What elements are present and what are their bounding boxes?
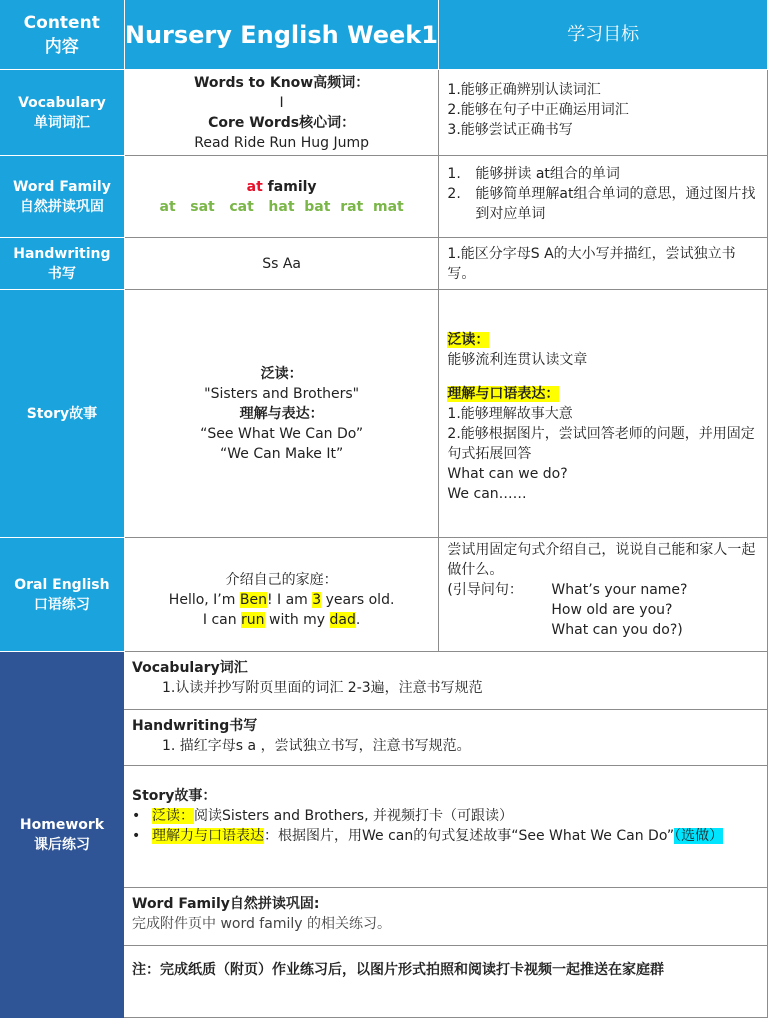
- vocabulary-label-cn: 单词词汇: [33, 114, 90, 131]
- homework-story-b2-highlight: 理解力与口语表达: [152, 828, 264, 844]
- oral-line-2: [125, 610, 439, 630]
- story-goal-extensive-label: 泛读：: [447, 332, 490, 348]
- homework-story-b2-text: ：根据图片，用We can的句式复述故事“See What We Can Do”: [264, 828, 675, 844]
- page-title-text: Nursery English Week1: [124, 20, 438, 49]
- oral-line1-b: ! I am: [266, 591, 313, 608]
- oral-english-label-cn: 口语练习: [33, 596, 90, 613]
- content-header: [0, 0, 125, 70]
- vocabulary-goal-2: 2.能够在句子中正确运用词汇: [447, 102, 629, 118]
- story-extensive-label: 泛读：: [260, 365, 303, 382]
- handwriting-goal: [439, 238, 768, 290]
- word-family-goal-1-text: 能够拼读 at组合的单词: [475, 166, 620, 182]
- oral-english-label: [0, 538, 125, 652]
- oral-guide-line: [447, 580, 759, 600]
- oral-english-row: [0, 538, 768, 652]
- word-family-row: [0, 156, 768, 238]
- word-family-label: [0, 156, 125, 238]
- words-to-know-label: Words to Know高频词：: [193, 74, 370, 91]
- oral-line2-b: with my: [264, 611, 330, 628]
- homework-note-text: 注：完成纸质（附页）作业练习后，以图片形式拍照和阅读打卡视频一起推送在家庭群: [132, 962, 664, 978]
- homework-note: [124, 946, 768, 1018]
- handwriting-label: [0, 238, 125, 290]
- homework-word-family: [124, 888, 768, 946]
- oral-line-1: [125, 590, 439, 610]
- handwriting-goal-text: 1.能区分字母S A的大小写并描红，尝试独立书写。: [447, 246, 736, 282]
- word-family-label-cn: 自然拼读巩固: [19, 198, 104, 215]
- handwriting-content: [125, 238, 440, 290]
- vocabulary-goal-1: 1.能够正确辨别认读词汇: [447, 82, 601, 98]
- core-words-value: Read Ride Run Hug Jump: [194, 134, 369, 151]
- homework-hand-title: Handwriting书写: [132, 718, 258, 734]
- oral-english-content: [125, 538, 440, 652]
- homework-story-title: Story故事：: [132, 788, 217, 804]
- oral-line2-run: run: [241, 611, 265, 628]
- content-header-en: Content: [23, 12, 100, 33]
- word-family-goal-2-num: 2.: [447, 186, 461, 202]
- homework-hand-text: 1. 描红字母s a ，尝试独立书写，注意书写规范。: [162, 738, 471, 754]
- word-family-content: [125, 156, 440, 238]
- homework-story-b2-optional: （选做）: [674, 828, 724, 844]
- bullet-dot: •: [132, 808, 141, 824]
- bullet-dot: •: [132, 828, 141, 844]
- story-goal-comp-4: We can……: [447, 486, 527, 502]
- vocabulary-content: [125, 70, 440, 156]
- oral-line1-3: 3: [312, 591, 322, 608]
- story-goal-comp-label: 理解与口语表达：: [447, 386, 560, 402]
- oral-line2-dad: dad: [329, 611, 356, 628]
- homework-vocab-text: 1.认读并抄写附页里面的词汇 2-3遍，注意书写规范: [162, 680, 483, 696]
- word-family-goal-1-num: 1.: [447, 166, 461, 182]
- story-goal-extensive-text: 能够流利连贯认读文章: [447, 352, 588, 368]
- oral-line1-ben: Ben: [239, 591, 267, 608]
- homework-story-bullet-1: [132, 806, 759, 826]
- handwriting-label-en: Handwriting: [13, 245, 111, 262]
- oral-line1-a: Hello, I’m: [168, 591, 240, 608]
- word-family-words: at sat cat hat bat rat mat: [159, 198, 404, 215]
- header-row: [0, 0, 768, 70]
- story-goal-comp-1: 1.能够理解故事大意: [447, 406, 573, 422]
- spacer: [447, 370, 759, 384]
- oral-line1-c: years old.: [321, 591, 395, 608]
- handwriting-label-cn: 书写: [47, 265, 76, 282]
- story-row: [0, 290, 768, 538]
- word-family-goal-2-text: 能够简单理解at组合单词的意思，通过图片找到对应单词: [475, 186, 756, 222]
- story-comp-title-2: “We Can Make It”: [220, 445, 344, 462]
- oral-english-label-en: Oral English: [14, 576, 110, 593]
- story-label-text: Story故事: [26, 405, 98, 422]
- story-comp-title-1: “See What We Can Do”: [200, 425, 364, 442]
- vocabulary-goal-3: 3.能够尝试正确书写: [447, 122, 573, 138]
- core-words-label: Core Words核心词：: [208, 114, 356, 131]
- oral-line2-c: .: [355, 611, 361, 628]
- homework-vocabulary: [124, 652, 768, 710]
- homework-handwriting: [124, 710, 768, 766]
- story-content: [125, 290, 440, 538]
- homework-story-b1-highlight: 泛读：: [152, 808, 194, 824]
- words-to-know-value: I: [279, 94, 284, 111]
- vocabulary-label: [0, 70, 125, 156]
- content-header-cn: 内容: [44, 36, 79, 57]
- word-family-goal-1: [447, 164, 759, 184]
- homework-vocab-title: Vocabulary词汇: [132, 660, 248, 676]
- word-family-at: at: [246, 178, 263, 195]
- vocabulary-label-en: Vocabulary: [18, 94, 106, 111]
- homework-story-b1-text: 阅读Sisters and Brothers, 并视频打卡（可跟读）: [194, 808, 514, 824]
- oral-line2-a: I can: [202, 611, 242, 628]
- story-label: [0, 290, 125, 538]
- word-family-goals: [439, 156, 768, 238]
- vocabulary-row: [0, 70, 768, 156]
- word-family-family: family: [262, 178, 317, 195]
- oral-question-1: What’s your name?: [551, 582, 688, 598]
- homework-wf-title: Word Family自然拼读巩固:: [132, 896, 320, 912]
- story-goals: [439, 290, 768, 538]
- oral-question-2: How old are you?: [551, 602, 673, 618]
- story-goal-comp-3: What can we do?: [447, 466, 568, 482]
- homework-wf-text: 完成附件页中 word family 的相关练习。: [132, 916, 391, 932]
- vocabulary-goals: [439, 70, 768, 156]
- word-family-label-en: Word Family: [12, 178, 111, 195]
- oral-question-3: What can you do?): [551, 622, 683, 638]
- homework-story: [124, 766, 768, 888]
- story-comprehension-label: 理解与表达：: [239, 405, 324, 422]
- homework-label-en: Homework: [19, 817, 105, 833]
- goals-header-text: 学习目标: [567, 23, 640, 45]
- word-family-title: [125, 177, 439, 197]
- handwriting-row: [0, 238, 768, 290]
- homework-label: [0, 652, 124, 1018]
- oral-intro: 介绍自己的家庭：: [225, 571, 338, 588]
- word-family-goal-2: [447, 184, 759, 224]
- goals-header: [439, 0, 768, 70]
- oral-guide-label: (引导问句：: [447, 582, 523, 598]
- story-goal-comp-2: 2.能够根据图片，尝试回答老师的问题，并用固定句式拓展回答: [447, 426, 755, 462]
- story-extensive-title: "Sisters and Brothers": [204, 385, 360, 402]
- homework-story-bullet-2: [132, 826, 759, 846]
- oral-goal-text: 尝试用固定句式介绍自己，说说自己能和家人一起做什么。: [447, 542, 756, 578]
- handwriting-value: Ss Aa: [262, 255, 302, 272]
- oral-english-goals: [439, 538, 768, 652]
- homework-label-cn: 课后练习: [34, 837, 90, 853]
- page-title: [125, 0, 440, 70]
